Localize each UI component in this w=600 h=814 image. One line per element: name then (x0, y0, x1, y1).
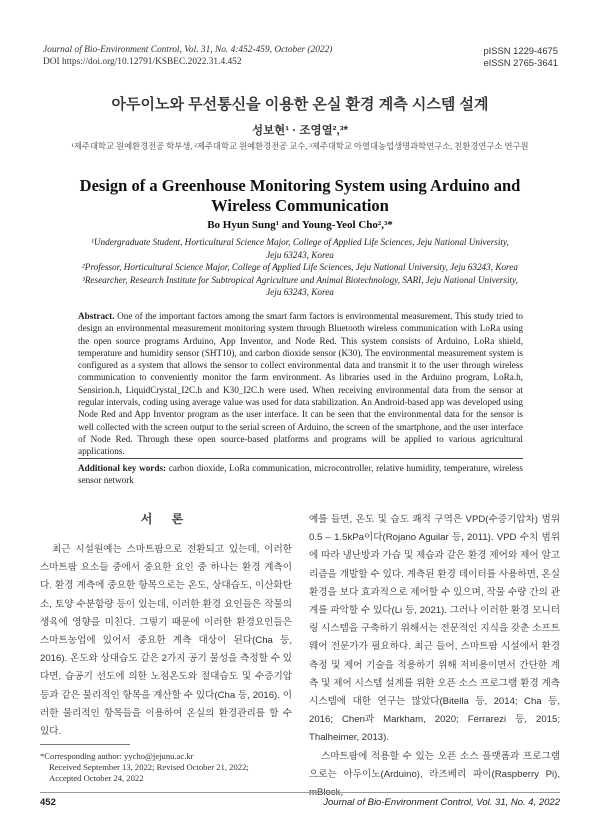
corresponding-author: *Corresponding author: yycho@jejunu.ac.kr (40, 751, 194, 761)
abstract (78, 310, 523, 458)
page-number: 452 (40, 797, 56, 808)
eissn: eISSN 2765-3641 (483, 57, 558, 68)
section-heading-intro: 서 론 (140, 512, 192, 526)
footnote-rule (40, 744, 130, 745)
english-authors: Bo Hyun Sung¹ and Young-Yeol Cho²,³* (207, 219, 393, 231)
journal-citation: Journal of Bio-Environment Control, Vol. 31, No. 4:452-459, October (2022) (43, 45, 333, 55)
intro-paragraph-3: 스마트팜에 적용할 수 있는 오픈 소스 플랫폼과 프로그램으로는 아두이노(Arduino), 라즈베리 파이(Raspberry Pi), (309, 750, 560, 780)
english-title-line2: Wireless Communication (211, 196, 389, 215)
korean-authors: 성보현¹ · 조영열²,³* (251, 125, 349, 137)
footnote (40, 751, 300, 784)
affiliation-1 (72, 236, 528, 299)
received-date: Received September 13, 2022; Revised October 21, 2022; (49, 762, 249, 772)
keywords (78, 462, 523, 487)
affiliation-2: ²Professor, Horticultural Science Major, College of Applied Life Sciences, Jeju National University, Jeju 63243, Korea (82, 262, 518, 272)
doi: DOI https://doi.org/10.12791/KSBEC.2022.31.4.452 (43, 57, 242, 67)
footer-rule (40, 792, 560, 793)
divider (78, 458, 523, 459)
intro-paragraph-2: 예를 들면, 온도 및 습도 쾌적 구역은 VPD(수증기압차) 범위 0.5 – 1.5kPa이다(Rojano Aguilar 등, 2011). VPD 수치 범위에 따라 냉난방과 가습 및 제습과 같은 환경 제어와 제어 알고리즘을 개발할 수 있다. 계측된 환경 데이터를 사용하면, 온실 환경을 보다 효과적으로 제어할 수 있으며, 작물 수량 간의 관계를 파악할 수 있다(Li 등, 2021). 그러나 이러한 환경 모니터링 시스템을 구축하기 위해서는 전문적인 지식을 갖춘 소프트웨어 전문가가 필요하다. 최근 들어, 스마트팜 시설에서 환경 측정 및 제어 기술을 적용하기 위해 저비용이면서 간단한 계측 및 제어 시스템 설계를 위한 오픈 소스 프로그램 환경 계측 시스템에 대한 연구는 많았다(Bitella 등, 2014; Cha 등, 2016; Chen과 Markham, 2020; Ferrarezi 등, 2015; Thalheimer, 2013). (309, 514, 560, 744)
affiliation-3-line1: ³Researcher, Research Institute for Subtropical Agriculture and Animal Biotechnology, SARI, Jeju National University, (82, 274, 518, 285)
intro-left-column (40, 541, 292, 741)
abstract-text: One of the important factors among the smart farm factors is environmental measurement. This study tried to design an environmental measurement monitoring system through Bluetooth wireless communication with LoRa using the open source programs Arduino, App Inventor, and Node Red. This system consists of Arduino, LoRa shield, temperature and humidity sensor (SHT10), and carbon dioxide sensor (K30). The environmental measurement system is configured as a system that allows the sensor to collect environmental data and transmit it to the user through wireless communication to conveniently monitor the farm environment. As libraries used in the Arduino program, LoRa.h, Sensirion.h, LiquidCrystal_I2C.h and K30_I2C.h were used. When receiving environmental data from the sensor at regular intervals, coding using average value was used for data stabilization. An Android-based app was developed using Node Red and App Inventor program as the user interface. It can be seen that the environmental data for the sensor is well collected with the screen output to the serial screen of Arduino, the screen of the smartphone, and the user interface of Node Red. Through these open source-based platforms and programs will be applied to various agricultural applications. (78, 311, 523, 457)
affiliation-1-line2: Jeju 63243, Korea (266, 249, 334, 260)
intro-right-column (309, 511, 560, 802)
english-title-line1: Design of a Greenhouse Monitoring System using Arduino and (79, 176, 521, 195)
abstract-label: Abstract. (78, 311, 115, 321)
keywords-text: carbon dioxide, LoRa communication, microcontroller, relative humidity, temperature, wireless sensor network (78, 463, 524, 486)
accepted-date: Accepted October 24, 2022 (49, 773, 144, 783)
korean-title: 아두이노와 무선통신을 이용한 온실 환경 계측 시스템 설계 (111, 96, 489, 113)
intro-paragraph-1: 최근 시설원예는 스마트팜으로 전환되고 있는데, 이러한 스마트팜 요소들 중에서 중요한 요인 중 하나는 환경 계측이다. 환경 계측에 중요한 항목으로는 온도, 상대습도, 이산화탄소, 토양 수분함량 등이 있는데, 이러한 환경 요인들은 작물의 생육에 영향을 미친다. 그렇기 때문에 이러한 환경요인들은 스마트농업에 있어서 중요한 계측 대상이 된다(Cha 등, 2016). 온도와 상대습도 같은 2가지 공기 물성을 측정할 수 있다면, 습공기 선도에 의한 노점온도와 절대습도 및 수증기압 등과 같은 물리적인 항목을 계산할 수 있다(Cha 등, 2016). 이러한 물리적인 항목들을 이용하여 온실의 환경관리를 할 수 있다. (40, 544, 292, 738)
korean-affiliations: ¹제주대학교 원예환경전공 학부생, ²제주대학교 원예환경전공 교수, ³제주대학교 아열대농업생명과학연구소, 친환경연구소 연구원 (71, 142, 529, 151)
affiliation-3-line2: Jeju 63243, Korea (266, 287, 334, 297)
affiliation-1-line1: ¹Undergraduate Student, Horticultural Science Major, College of Applied Life Sciences, Jeju National University, (91, 237, 509, 247)
pissn: pISSN 1229-4675 (483, 45, 558, 56)
keywords-label: Additional key words: (78, 463, 167, 473)
footer-journal: Journal of Bio-Environment Control, Vol. 31, No. 4, 2022 (323, 797, 560, 808)
